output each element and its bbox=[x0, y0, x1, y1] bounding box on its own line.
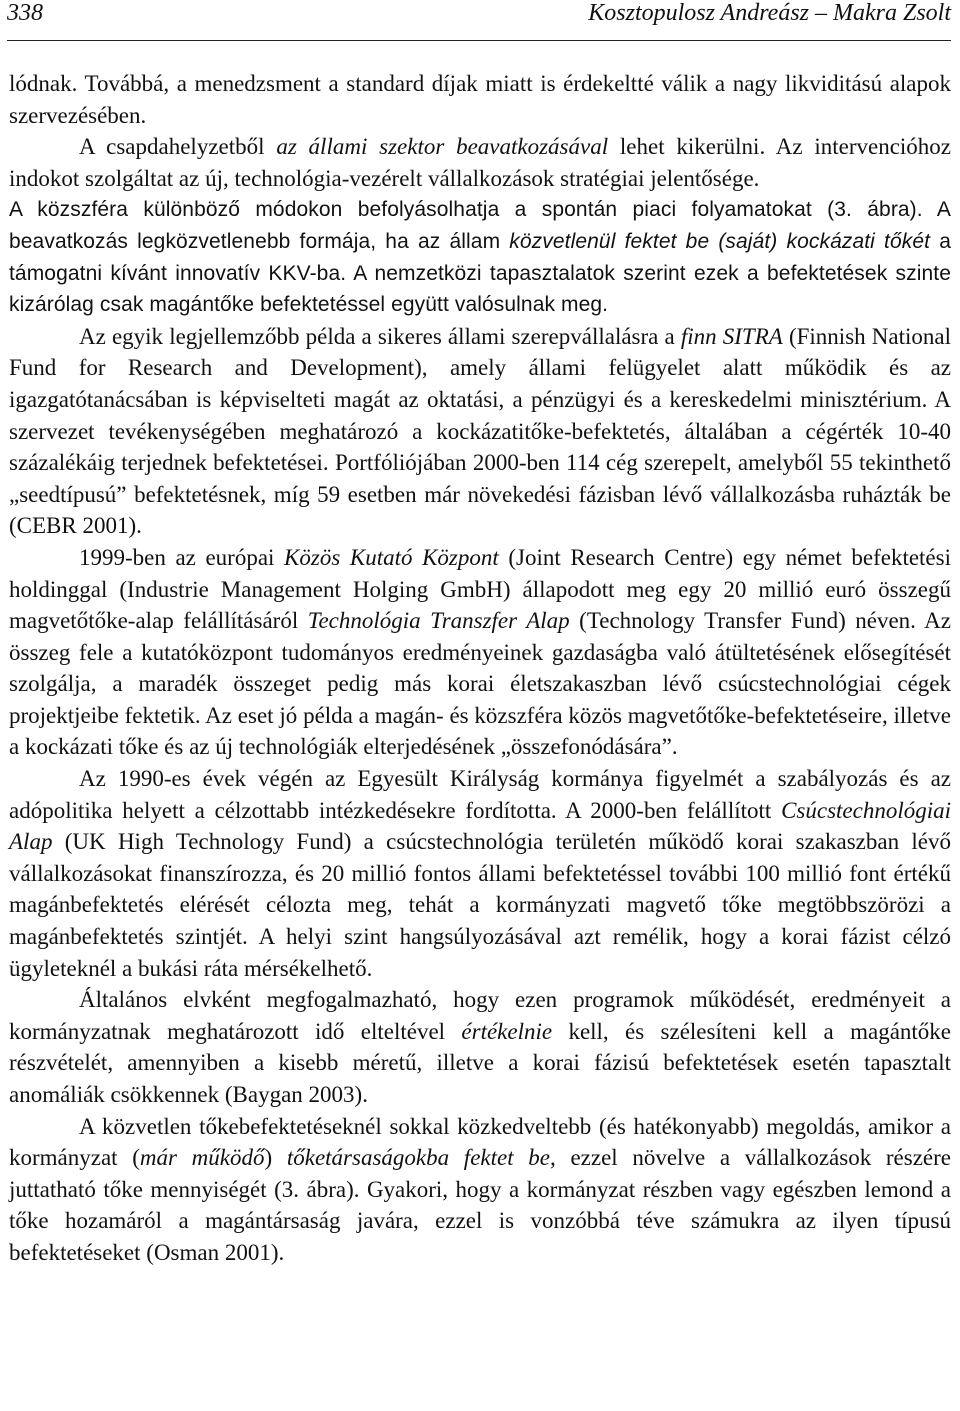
text-run: ) bbox=[264, 1145, 287, 1171]
paragraph-p1 bbox=[9, 68, 951, 131]
text-run: 1999-ben az európai bbox=[79, 544, 285, 570]
italic-text-run: Technológia Transzfer Alap bbox=[307, 608, 570, 634]
text-run: A csapdahelyzetből bbox=[79, 134, 277, 160]
text-run: (Joint Research Centre) egy német befektetési holdinggal (Industrie Management Holging GmbH) állapodott meg egy 20 millió euró összegű magvetőtőke-alap felállításáról bbox=[9, 544, 951, 634]
text-run: Az 1990-es évek végén az Egyesült Királyság kormánya figyelmét a szabályozás és az adópolitika helyett a célzottabb intézkedésekre fordította. A 2000-ben felállított bbox=[9, 766, 951, 823]
italic-text-run: Csúcstechnológiai Alap bbox=[9, 797, 951, 855]
page-header bbox=[7, 0, 951, 41]
italic-text-run: már működő bbox=[139, 1145, 265, 1171]
paragraph-p5 bbox=[9, 542, 951, 763]
text-run: A közvetlen tőkebefektetéseknél sokkal közkedveltebb (és hatékonyabb) megoldás, amikor a kormányzat ( bbox=[9, 1113, 951, 1171]
italic-text-run: tőketársaságokba fektet be bbox=[286, 1145, 550, 1171]
paragraph-p4 bbox=[9, 321, 951, 542]
text-run: a támogatni kívánt innovatív KKV-ba. A nemzetközi tapasztalatok szerint ezek a befektetések szinte kizárólag csak magántőke befektetéssel együtt valósulnak meg. bbox=[9, 229, 951, 317]
text-run: lehet kikerülni. Az intervencióhoz indokot szolgáltat az új, technológia-vezérelt vállalkozások stratégiai jelentősége. bbox=[9, 134, 951, 191]
text-run: (Technology Transfer Fund) néven. Az összeg fele a kutatóközpont tudományos eredményeinek gazdaságba való átültetésének elősegítését szolgálja, a maradék összeget pedig más korai életszakaszban lévő csúcstechnológiai cégek projektjeibe fektetik. Az eset jó példa a magán- és közszféra közös magvetőtőke-befektetéseire, illetve a kockázati tőke és az új technológiák elterjedésének „összefonódására”. bbox=[9, 608, 952, 760]
paragraph-p2 bbox=[9, 131, 951, 194]
text-run: A közszféra különböző módokon befolyásolhatja a spontán piaci folyamatokat (3. ábra). A beavatkozás legközvetlenebb formája, ha az állam bbox=[9, 198, 951, 253]
body-text bbox=[9, 68, 951, 1269]
paragraph-p6 bbox=[9, 763, 951, 984]
text-run: (Finnish National Fund for Research and Development), amely állami felügyelet alatt működik és az igazgatótanácsában is képviselteti magát az oktatási, a pénzügyi és a kereskedelmi minisztérium. A szervezet tevékenységében meghatározó a kockázatitőke-befektetés, általában a cégérték 10-40 százalékáig terjednek befektetései. Portfóliójában 2000-ben 114 cég szerepelt, amelyből 55 tekinthető „seedtípusú” befektetésnek, míg 59 esetben már növekedési fázisban lévő vállalkozásba ruházták be (CEBR 2001). bbox=[9, 323, 951, 539]
text-run: , ezzel növelve a vállalkozások részére juttatható tőke mennyiségét (3. ábra). Gyakori, hogy a kormányzat részben vagy egészben lemond a tőke hozamáról a magántársaság javára, ezzel is vonzóbbá téve számukra az ilyen típusú befektetéseket (Osman 2001). bbox=[9, 1145, 951, 1265]
page-number: 338 bbox=[7, 0, 43, 26]
paragraph-p7 bbox=[9, 984, 951, 1110]
italic-text-run: közvetlenül fektet be (saját) kockázati tőkét bbox=[509, 229, 931, 253]
paragraph-p8 bbox=[9, 1111, 951, 1269]
italic-text-run: finn SITRA bbox=[680, 323, 783, 349]
italic-text-run: az állami szektor beavatkozásával bbox=[276, 134, 609, 160]
text-run: kell, és szélesíteni kell a magántőke részvételét, amennyiben a kisebb méretű, illetve a korai fázisú befektetések esetén tapasztalt anomáliák csökkennek (Baygan 2003). bbox=[9, 1018, 951, 1107]
text-run: lódnak. Továbbá, a menedzsment a standard díjak miatt is érdekeltté válik a nagy likviditású alapok szervezésében. bbox=[9, 71, 951, 128]
text-run: Általános elvként megfogalmazható, hogy ezen programok működését, eredményeit a kormányzatnak meghatározott idő elteltével bbox=[9, 987, 951, 1044]
text-run: (UK High Technology Fund) a csúcstechnológia területén működő korai szakaszban lévő vállalkozásokat finanszírozza, és 20 millió fontos állami befektetéssel további 100 millió font értékű magánbefektetés elérését célozta meg, tehát a kormányzati magvető tőke megtöbbszörözi a magánbefektetés szintjét. A helyi szint hangsúlyozásával azt remélik, hogy a korai fázist célzó ügyleteknél a bukási ráta mérsékelhető. bbox=[9, 829, 951, 981]
text-run: Az egyik legjellemzőbb példa a sikeres állami szerepvállalásra a bbox=[79, 323, 681, 349]
running-title: Kosztopulosz Andreász – Makra Zsolt bbox=[588, 0, 951, 26]
paragraph-p3 bbox=[9, 194, 951, 320]
italic-text-run: Közös Kutató Központ bbox=[284, 544, 499, 570]
italic-text-run: értékelnie bbox=[461, 1018, 553, 1044]
